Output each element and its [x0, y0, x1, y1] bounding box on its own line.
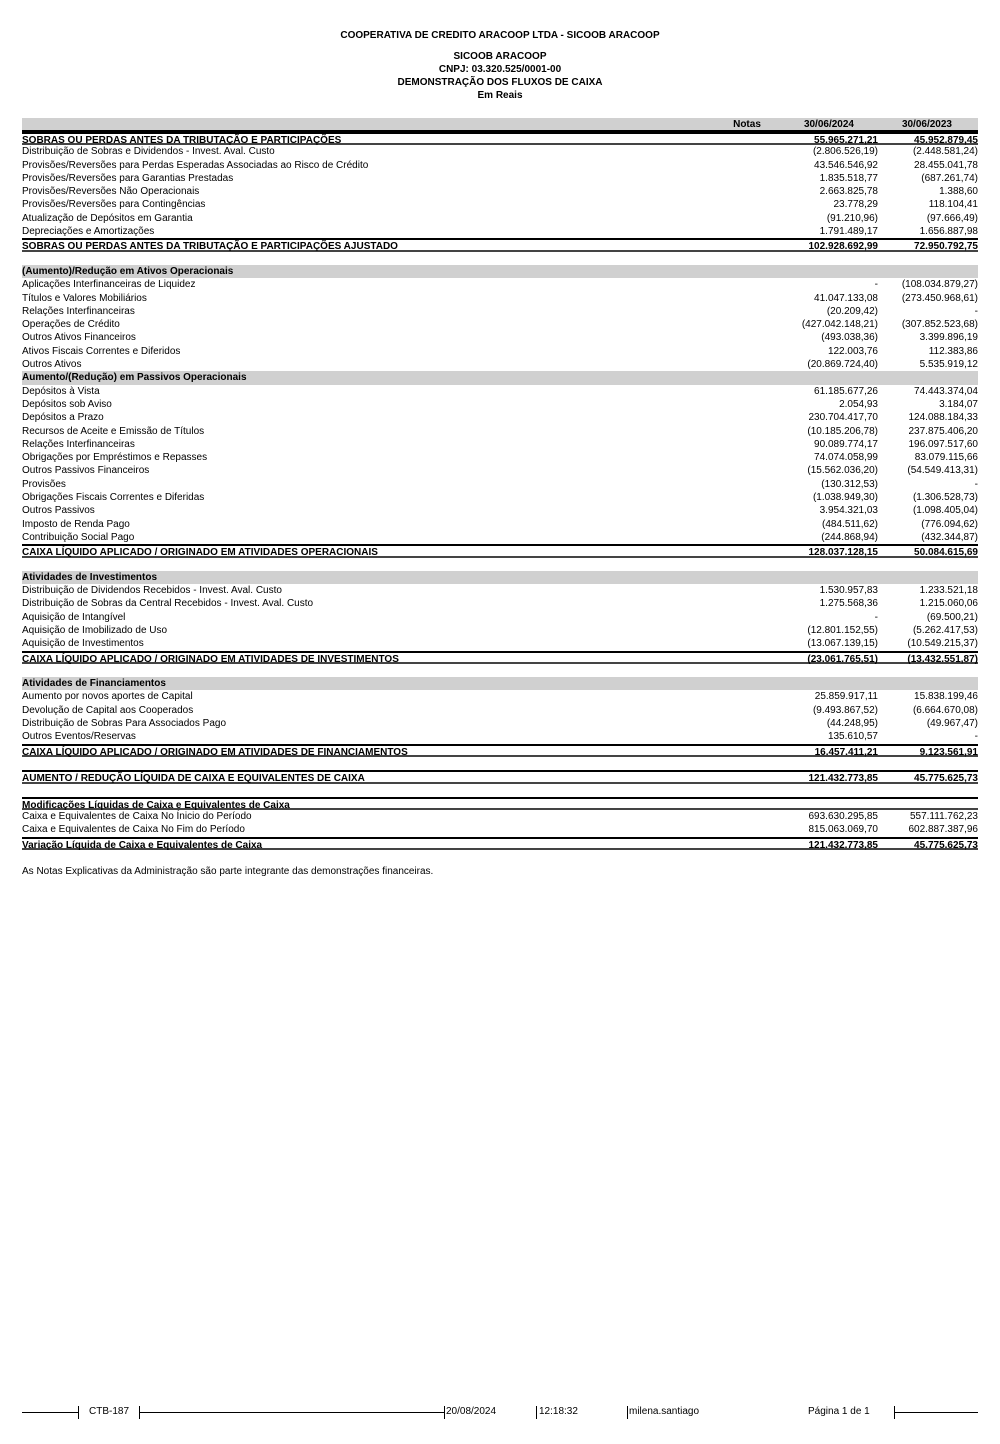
- column-notes: Notas: [733, 119, 761, 130]
- row-label: Depreciações e Amortizações: [22, 226, 155, 238]
- spacer-row: [22, 252, 978, 265]
- footer-divider: [78, 1406, 79, 1419]
- currency-unit: Em Reais: [477, 90, 523, 101]
- table-row: [22, 518, 978, 531]
- row-label: Caixa e Equivalentes de Caixa No Fim do Período: [22, 824, 245, 836]
- company-name: COOPERATIVA DE CREDITO ARACOOP LTDA - SICOOB ARACOOP: [340, 30, 660, 41]
- table-row: [22, 212, 978, 225]
- subtotal-row: [22, 837, 978, 850]
- value-2024: 121.432.773,85: [808, 839, 878, 851]
- value-2023: -: [974, 305, 978, 317]
- table-row: [22, 717, 978, 730]
- row-label: Outros Ativos Financeiros: [22, 332, 136, 344]
- table-row: [22, 385, 978, 398]
- table-row: [22, 185, 978, 198]
- row-label: Provisões/Reversões para Garantias Prestadas: [22, 172, 234, 184]
- table-row: [22, 305, 978, 318]
- value-2024: 90.089.774,17: [814, 438, 878, 450]
- table-row: [22, 531, 978, 544]
- value-2024: 74.074.058,99: [814, 452, 878, 464]
- table-row: [22, 491, 978, 504]
- table-row: [22, 425, 978, 438]
- row-label: Aquisição de Investimentos: [22, 638, 144, 650]
- row-label: Caixa e Equivalentes de Caixa No Ínicio do Período: [22, 811, 252, 823]
- value-2024: 61.185.677,26: [814, 385, 878, 397]
- value-2024: (130.312,53): [821, 478, 878, 490]
- value-2023: -: [974, 478, 978, 490]
- value-2023: 15.838.199,46: [914, 691, 978, 703]
- value-2024: 2.054,93: [839, 398, 878, 410]
- value-2023: 28.455.041,78: [914, 159, 978, 171]
- row-label: Aquisição de Imobilizado de Uso: [22, 624, 168, 636]
- row-label: Relações Interfinanceiras: [22, 305, 135, 317]
- row-label: Obrigações por Empréstimos e Repasses: [22, 452, 208, 464]
- value-2024: (2.806.526,19): [812, 146, 878, 158]
- table-row: [22, 584, 978, 597]
- row-label: Aumento/(Redução) em Passivos Operacionais: [22, 372, 247, 384]
- value-2023: 1.215.060,06: [919, 598, 978, 610]
- value-2023: 50.084.615,69: [914, 547, 978, 559]
- row-label: Atividades de Investimentos: [22, 571, 158, 583]
- column-header-row: [22, 118, 978, 132]
- value-2024: 3.954.321,03: [819, 505, 878, 517]
- footer-rule: [22, 1412, 78, 1413]
- value-2023: (776.094,62): [921, 518, 978, 530]
- table-row: [22, 398, 978, 411]
- value-2024: (44.248,95): [826, 718, 878, 730]
- value-2024: (493.038,36): [821, 332, 878, 344]
- value-2024: 128.037.128,15: [808, 547, 878, 559]
- table-row: [22, 624, 978, 637]
- value-2023: 196.097.517,60: [908, 438, 978, 450]
- value-2024: (244.868,94): [821, 531, 878, 543]
- row-label: (Aumento)/Redução em Ativos Operacionais: [22, 265, 234, 277]
- value-2023: (5.262.417,53): [912, 624, 978, 636]
- value-2024: 230.704.417,70: [808, 412, 878, 424]
- value-2023: (307.852.523,68): [901, 319, 978, 331]
- row-label: Depósitos à Vista: [22, 385, 100, 397]
- table-row: [22, 438, 978, 451]
- value-2024: 135.610,57: [827, 731, 878, 743]
- table-row: [22, 823, 978, 836]
- table-row: [22, 358, 978, 371]
- value-2024: (12.801.152,55): [807, 624, 878, 636]
- value-2024: 815.063.069,70: [808, 824, 878, 836]
- value-2024: (13.067.139,15): [807, 638, 878, 650]
- section-header-row: [22, 571, 978, 584]
- value-2024: 1.530.957,83: [819, 585, 878, 597]
- value-2024: -: [874, 279, 878, 291]
- row-label: Ativos Fiscais Correntes e Diferidos: [22, 345, 181, 357]
- table-row: [22, 611, 978, 624]
- value-2023: (49.967,47): [926, 718, 978, 730]
- column-period-2023: 30/06/2023: [901, 119, 952, 130]
- table-row: [22, 690, 978, 703]
- table-row: [22, 159, 978, 172]
- value-2023: (69.500,21): [926, 611, 978, 623]
- row-label: Provisões/Reversões para Contingências: [22, 199, 206, 211]
- value-2024: 121.432.773,85: [808, 773, 878, 785]
- footer-rule: [894, 1412, 978, 1413]
- value-2023: (108.034.879,27): [901, 279, 978, 291]
- row-label: Distribuição de Sobras e Dividendos - Invest. Aval. Custo: [22, 146, 275, 158]
- total-row: [22, 770, 978, 783]
- row-label: Depósitos a Prazo: [22, 412, 104, 424]
- spacer-row: [22, 558, 978, 571]
- table-row: [22, 411, 978, 424]
- total-row: [22, 238, 978, 251]
- total-row: [22, 132, 978, 145]
- value-2024: (484.511,62): [822, 518, 878, 530]
- subtotal-row: [22, 797, 978, 810]
- value-2023: (273.450.968,61): [901, 292, 978, 304]
- value-2024: (15.562.036,20): [807, 465, 878, 477]
- row-label: CAIXA LÍQUIDO APLICADO / ORIGINADO EM ATIVIDADES DE FINANCIAMENTOS: [22, 746, 408, 758]
- value-2023: (1.098.405,04): [912, 505, 978, 517]
- print-time: 12:18:32: [539, 1406, 578, 1417]
- row-label: Provisões/Reversões Não Operacionais: [22, 186, 200, 198]
- value-2024: 122.003,76: [827, 345, 878, 357]
- row-label: Provisões/Reversões para Perdas Esperadas Associadas ao Risco de Crédito: [22, 159, 369, 171]
- footer-divider: [627, 1406, 628, 1419]
- row-label: Outros Ativos: [22, 359, 82, 371]
- value-2023: 1.656.887,98: [919, 226, 978, 238]
- value-2023: (687.261,74): [921, 172, 978, 184]
- value-2023: 9.123.561,91: [919, 746, 978, 758]
- value-2024: 1.275.568,36: [819, 598, 878, 610]
- user-name: milena.santiago: [629, 1406, 700, 1417]
- value-2023: 83.079.115,66: [914, 452, 978, 464]
- value-2023: 5.535.919,12: [919, 359, 978, 371]
- value-2024: 1.835.518,77: [819, 172, 878, 184]
- cnpj: CNPJ: 03.320.525/0001-00: [438, 64, 562, 75]
- value-2023: (1.306.528,73): [912, 492, 978, 504]
- table-row: [22, 451, 978, 464]
- value-2024: 16.457.411,21: [814, 746, 878, 758]
- value-2024: 1.791.489,17: [819, 226, 878, 238]
- value-2023: (6.664.670,08): [912, 704, 978, 716]
- table-row: [22, 225, 978, 238]
- table-row: [22, 331, 978, 344]
- row-label: Distribuição de Sobras Para Associados Pago: [22, 718, 227, 730]
- row-label: Aquisição de Intangível: [22, 611, 126, 623]
- row-label: Aumento por novos aportes de Capital: [22, 691, 193, 703]
- row-label: Outros Eventos/Reservas: [22, 731, 136, 743]
- footer-rule: [139, 1412, 445, 1413]
- row-label: Atividades de Financiamentos: [22, 678, 166, 690]
- value-2023: (2.448.581,24): [912, 146, 978, 158]
- entity-name: SICOOB ARACOOP: [453, 51, 547, 62]
- value-2023: 124.088.184,33: [908, 412, 978, 424]
- row-label: Imposto de Renda Pago: [22, 518, 130, 530]
- row-label: Atualização de Depósitos em Garantia: [22, 212, 193, 224]
- page-number: Página 1 de 1: [808, 1406, 870, 1417]
- table-row: [22, 292, 978, 305]
- row-label: Provisões: [22, 478, 66, 490]
- report-title: DEMONSTRAÇÃO DOS FLUXOS DE CAIXA: [397, 77, 603, 88]
- value-2023: (97.666,49): [926, 212, 978, 224]
- row-label: Modificações Líquidas de Caixa e Equivalentes de Caixa: [22, 799, 290, 811]
- table-row: [22, 198, 978, 211]
- value-2024: (10.185.206,78): [807, 425, 878, 437]
- section-header-row: [22, 265, 978, 278]
- spacer-row: [22, 784, 978, 797]
- row-label: Contribuição Social Pago: [22, 531, 135, 543]
- table-row: [22, 145, 978, 158]
- table-row: [22, 597, 978, 610]
- value-2023: 112.383,86: [928, 345, 978, 357]
- row-label: Recursos de Aceite e Emissão de Títulos: [22, 425, 205, 437]
- value-2024: (9.493.867,52): [812, 704, 878, 716]
- value-2024: 693.630.295,85: [808, 811, 878, 823]
- table-row: [22, 345, 978, 358]
- section-header-row: [22, 371, 978, 384]
- print-date: 20/08/2024: [446, 1406, 497, 1417]
- table-body: [22, 132, 978, 850]
- value-2023: (10.549.215,37): [907, 638, 978, 650]
- row-label: Operações de Crédito: [22, 319, 120, 331]
- row-label: SOBRAS OU PERDAS ANTES DA TRIBUTAÇÃO E PARTICIPAÇÕES: [22, 135, 342, 146]
- row-label: Devolução de Capital aos Cooperados: [22, 704, 194, 716]
- value-2023: 237.875.406,20: [908, 425, 978, 437]
- spacer-row: [22, 664, 978, 677]
- row-label: Obrigações Fiscais Correntes e Diferidas: [22, 492, 205, 504]
- value-2024: (20.869.724,40): [807, 359, 878, 371]
- page-footer: [0, 1405, 1000, 1421]
- row-label: Outros Passivos: [22, 505, 95, 517]
- table-row: [22, 318, 978, 331]
- total-row: [22, 651, 978, 664]
- row-label: Relações Interfinanceiras: [22, 438, 135, 450]
- footer-divider: [444, 1406, 445, 1419]
- value-2024: (23.061.765,51): [807, 653, 878, 665]
- value-2023: 74.443.374,04: [914, 385, 978, 397]
- value-2023: (54.549.413,31): [907, 465, 978, 477]
- column-period-2024: 30/06/2024: [803, 119, 854, 130]
- value-2023: 45.775.625,73: [914, 773, 978, 785]
- value-2024: 55.965.271,21: [814, 135, 878, 146]
- table-row: [22, 730, 978, 743]
- value-2024: -: [874, 611, 878, 623]
- value-2023: -: [974, 731, 978, 743]
- value-2024: 102.928.692,99: [808, 241, 878, 253]
- table-row: [22, 278, 978, 291]
- row-label: Aplicações Interfinanceiras de Liquidez: [22, 279, 196, 291]
- footnote: As Notas Explicativas da Administração são parte integrante das demonstrações financeiras.: [22, 866, 434, 877]
- total-row: [22, 544, 978, 557]
- value-2024: 23.778,29: [833, 199, 878, 211]
- value-2023: 3.184,07: [939, 398, 978, 410]
- value-2023: 602.887.387,96: [908, 824, 978, 836]
- table-row: [22, 810, 978, 823]
- row-label: Distribuição de Sobras da Central Recebidos - Invest. Aval. Custo: [22, 598, 314, 610]
- row-label: CAIXA LÍQUIDO APLICADO / ORIGINADO EM ATIVIDADES OPERACIONAIS: [22, 547, 378, 559]
- value-2024: (1.038.949,30): [812, 492, 878, 504]
- section-header-row: [22, 677, 978, 690]
- row-label: SOBRAS OU PERDAS ANTES DA TRIBUTAÇÃO E PARTICIPAÇÕES AJUSTADO: [22, 241, 398, 253]
- report-code: CTB-187: [89, 1406, 130, 1417]
- row-label: Títulos e Valores Mobiliários: [22, 292, 147, 304]
- table-row: [22, 464, 978, 477]
- row-label: Depósitos sob Aviso: [22, 398, 112, 410]
- value-2023: 3.399.896,19: [919, 332, 978, 344]
- value-2023: 1.233.521,18: [919, 585, 978, 597]
- value-2023: (432.344,87): [921, 531, 978, 543]
- value-2023: (13.432.551,87): [907, 653, 978, 665]
- value-2024: (91.210,96): [826, 212, 878, 224]
- value-2023: 45.775.625,73: [914, 839, 978, 851]
- table-row: [22, 704, 978, 717]
- row-label: Outros Passivos Financeiros: [22, 465, 150, 477]
- table-row: [22, 172, 978, 185]
- table-row: [22, 478, 978, 491]
- row-label: Distribuição de Dividendos Recebidos - Invest. Aval. Custo: [22, 585, 282, 597]
- table-row: [22, 504, 978, 517]
- value-2024: (427.042.148,21): [801, 319, 878, 331]
- footer-divider: [536, 1406, 537, 1419]
- value-2024: 25.859.917,11: [814, 691, 878, 703]
- row-label: AUMENTO / REDUÇÃO LÍQUIDA DE CAIXA E EQUIVALENTES DE CAIXA: [22, 773, 365, 785]
- spacer-row: [22, 757, 978, 770]
- value-2023: 72.950.792,75: [914, 241, 978, 253]
- total-row: [22, 744, 978, 757]
- cash-flow-table: [22, 118, 978, 850]
- value-2023: 1.388,60: [939, 186, 978, 198]
- row-label: CAIXA LÍQUIDO APLICADO / ORIGINADO EM ATIVIDADES DE INVESTIMENTOS: [22, 653, 399, 665]
- value-2023: 557.111.762,23: [909, 811, 978, 823]
- row-label: Variação Líquida de Caixa e Equivalentes de Caixa: [22, 839, 263, 851]
- value-2023: 118.104,41: [928, 199, 978, 211]
- value-2024: (20.209,42): [826, 305, 878, 317]
- value-2024: 43.546.546,92: [814, 159, 878, 171]
- table-row: [22, 637, 978, 650]
- value-2024: 41.047.133,08: [814, 292, 878, 304]
- value-2024: 2.663.825,78: [819, 186, 878, 198]
- value-2023: 45.952.879,45: [914, 135, 978, 146]
